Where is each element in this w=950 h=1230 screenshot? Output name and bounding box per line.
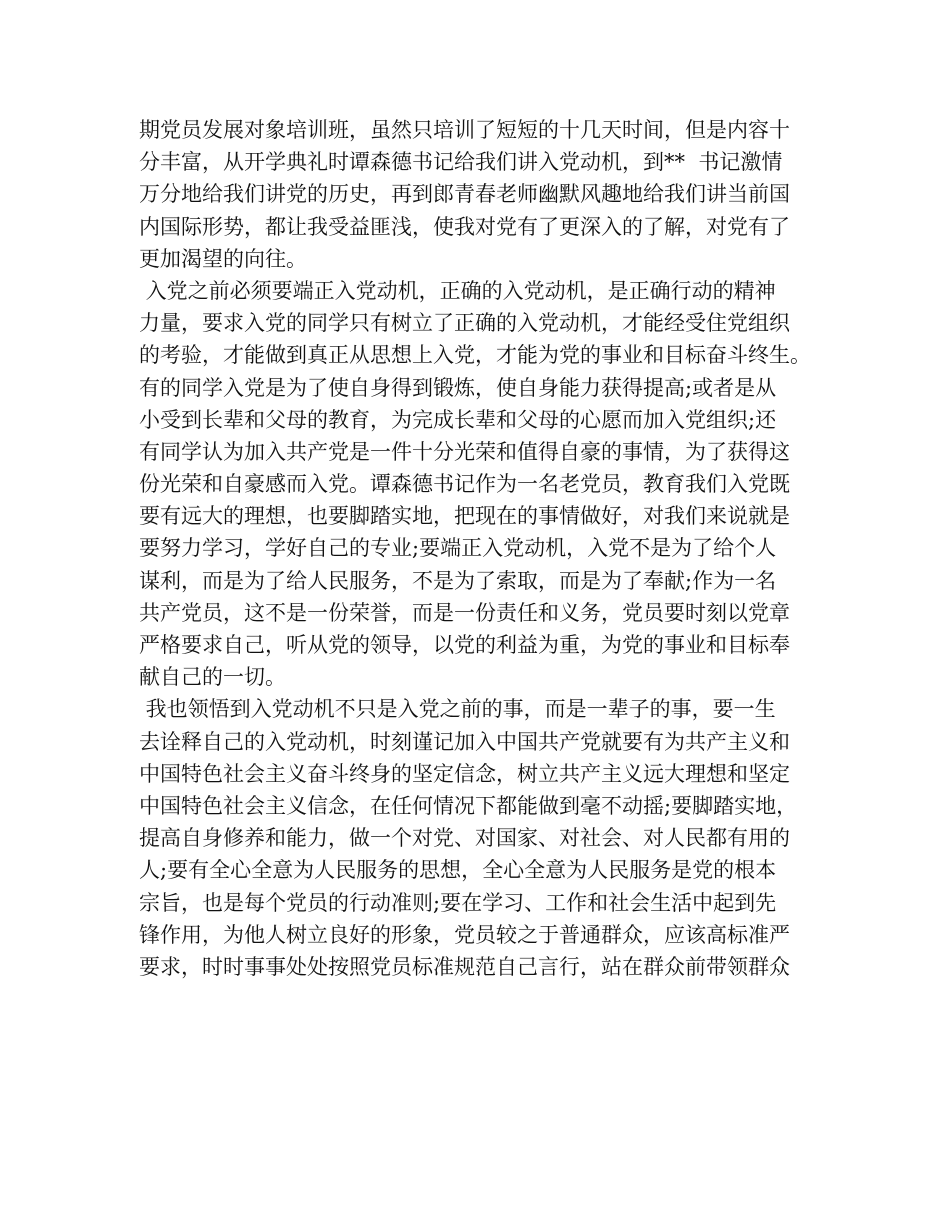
text-line: 分丰富，从开学典礼时谭森德书记给我们讲入党动机，到** 书记激情 bbox=[139, 150, 783, 175]
text-line: 的考验，才能做到真正从思想上入党，才能为党的事业和目标奋斗终生。 bbox=[139, 343, 811, 368]
text-line: 内国际形势，都让我受益匪浅，使我对党有了更深入的了解，对党有了 bbox=[139, 214, 790, 239]
document-body bbox=[139, 114, 829, 983]
text-line: 宗旨，也是每个党员的行动准则;要在学习、工作和社会生活中起到先 bbox=[139, 890, 777, 915]
text-line: 要有远大的理想，也要脚踏实地，把现在的事情做好，对我们来说就是 bbox=[139, 504, 790, 529]
text-line: 份光荣和自豪感而入党。谭森德书记作为一名老党员，教育我们入党既 bbox=[139, 472, 790, 497]
text-line: 我也领悟到入党动机不只是入党之前的事，而是一辈子的事，要一生 bbox=[139, 697, 776, 722]
text-line: 献自己的一切。 bbox=[139, 665, 286, 690]
text-line: 中国特色社会主义奋斗终身的坚定信念，树立共产主义远大理想和坚定 bbox=[139, 761, 790, 786]
text-line: 期党员发展对象培训班，虽然只培训了短短的十几天时间，但是内容十 bbox=[139, 118, 790, 142]
text-line: 有的同学入党是为了使自身得到锻炼，使自身能力获得提高;或者是从 bbox=[139, 375, 777, 400]
text-line: 万分地给我们讲党的历史，再到郎青春老师幽默风趣地给我们讲当前国 bbox=[139, 182, 790, 207]
text-line: 要求，时时事事处处按照党员标准规范自己言行，站在群众前带领群众 bbox=[139, 954, 790, 979]
text-line: 严格要求自己，听从党的领导，以党的利益为重，为党的事业和目标奉 bbox=[139, 633, 790, 657]
text-line: 力量，要求入党的同学只有树立了正确的入党动机，才能经受住党组织 bbox=[139, 311, 790, 336]
text-line: 人;要有全心全意为人民服务的思想，全心全意为人民服务是党的根本 bbox=[139, 858, 777, 883]
text-line: 有同学认为加入共产党是一件十分光荣和值得自豪的事情，为了获得这 bbox=[139, 439, 790, 464]
text-line: 谋利，而是为了给人民服务，不是为了索取，而是为了奉献;作为一名 bbox=[139, 568, 777, 593]
text-line: 更加渴望的向往。 bbox=[139, 246, 307, 271]
text-line: 锋作用，为他人树立良好的形象，党员较之于普通群众，应该高标准严 bbox=[139, 922, 790, 947]
text-line: 共产党员，这不是一份荣誉，而是一份责任和义务，党员要时刻以党章 bbox=[139, 600, 790, 625]
text-line: 小受到长辈和父母的教育，为完成长辈和父母的心愿而加入党组织;还 bbox=[139, 407, 777, 432]
text-line: 提高自身修养和能力，做一个对党、对国家、对社会、对人民都有用的 bbox=[139, 826, 790, 851]
text-line: 去诠释自己的入党动机，时刻谨记加入中国共产党就要有为共产主义和 bbox=[139, 729, 790, 754]
text-line: 入党之前必须要端正入党动机，正确的入党动机，是正确行动的精神 bbox=[139, 278, 776, 303]
text-line: 要努力学习，学好自己的专业;要端正入党动机，入党不是为了给个人 bbox=[139, 536, 777, 561]
text-line: 中国特色社会主义信念，在任何情况下都能做到毫不动摇;要脚踏实地， bbox=[139, 793, 798, 818]
